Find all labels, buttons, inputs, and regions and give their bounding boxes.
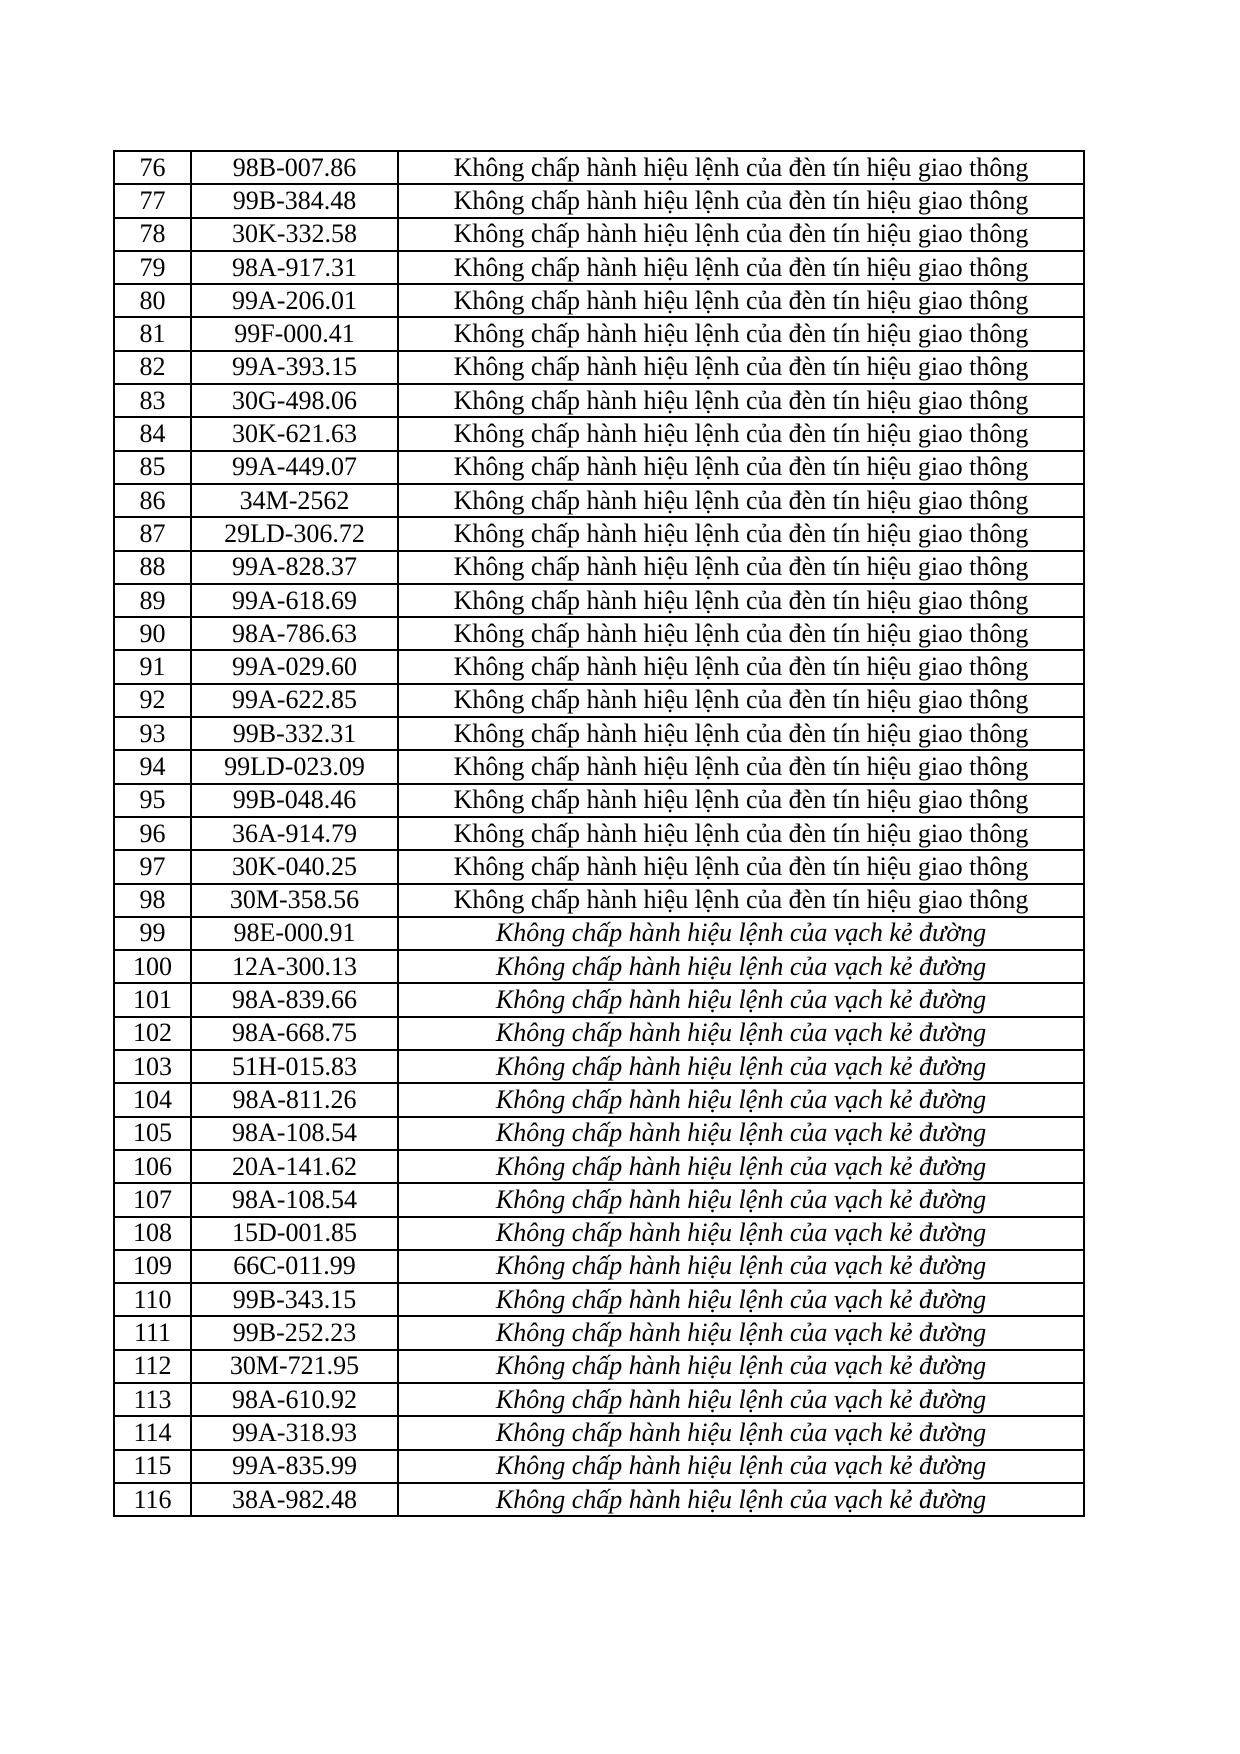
row-number: 78 bbox=[114, 218, 191, 251]
table-row bbox=[114, 1383, 1084, 1416]
row-number: 101 bbox=[114, 983, 191, 1016]
row-number: 82 bbox=[114, 351, 191, 384]
license-plate: 12A-300.13 bbox=[191, 950, 398, 983]
violation-description: Không chấp hành hiệu lệnh của đèn tín hiệu giao thông bbox=[398, 218, 1084, 251]
license-plate: 99B-252.23 bbox=[191, 1316, 398, 1349]
violation-description: Không chấp hành hiệu lệnh của vạch kẻ đường bbox=[398, 1117, 1084, 1150]
row-number: 95 bbox=[114, 784, 191, 817]
violation-description: Không chấp hành hiệu lệnh của vạch kẻ đường bbox=[398, 917, 1084, 950]
violation-description: Không chấp hành hiệu lệnh của đèn tín hiệu giao thông bbox=[398, 717, 1084, 750]
license-plate: 30K-332.58 bbox=[191, 218, 398, 251]
license-plate: 29LD-306.72 bbox=[191, 517, 398, 550]
row-number: 108 bbox=[114, 1217, 191, 1250]
license-plate: 99A-393.15 bbox=[191, 351, 398, 384]
table-row bbox=[114, 451, 1084, 484]
violation-description: Không chấp hành hiệu lệnh của vạch kẻ đường bbox=[398, 983, 1084, 1016]
violation-description: Không chấp hành hiệu lệnh của vạch kẻ đường bbox=[398, 1383, 1084, 1416]
table-row bbox=[114, 351, 1084, 384]
table-row bbox=[114, 1217, 1084, 1250]
row-number: 90 bbox=[114, 617, 191, 650]
row-number: 80 bbox=[114, 284, 191, 317]
violations-table bbox=[113, 150, 1085, 1517]
license-plate: 98A-610.92 bbox=[191, 1383, 398, 1416]
license-plate: 98A-786.63 bbox=[191, 617, 398, 650]
license-plate: 99B-332.31 bbox=[191, 717, 398, 750]
table-row bbox=[114, 1183, 1084, 1216]
table-row bbox=[114, 1350, 1084, 1383]
row-number: 93 bbox=[114, 717, 191, 750]
table-row bbox=[114, 551, 1084, 584]
table-row bbox=[114, 617, 1084, 650]
violation-description: Không chấp hành hiệu lệnh của đèn tín hiệu giao thông bbox=[398, 184, 1084, 217]
violation-description: Không chấp hành hiệu lệnh của vạch kẻ đường bbox=[398, 1450, 1084, 1483]
violation-description: Không chấp hành hiệu lệnh của vạch kẻ đường bbox=[398, 1283, 1084, 1316]
violation-description: Không chấp hành hiệu lệnh của đèn tín hiệu giao thông bbox=[398, 551, 1084, 584]
table-row bbox=[114, 1117, 1084, 1150]
row-number: 113 bbox=[114, 1383, 191, 1416]
license-plate: 98E-000.91 bbox=[191, 917, 398, 950]
license-plate: 99A-318.93 bbox=[191, 1416, 398, 1449]
violations-table-body bbox=[114, 151, 1084, 1516]
license-plate: 99A-029.60 bbox=[191, 650, 398, 683]
table-row bbox=[114, 1250, 1084, 1283]
license-plate: 99A-449.07 bbox=[191, 451, 398, 484]
row-number: 110 bbox=[114, 1283, 191, 1316]
violation-description: Không chấp hành hiệu lệnh của đèn tín hiệu giao thông bbox=[398, 617, 1084, 650]
license-plate: 99A-618.69 bbox=[191, 584, 398, 617]
table-row bbox=[114, 950, 1084, 983]
table-row bbox=[114, 484, 1084, 517]
table-row bbox=[114, 151, 1084, 184]
violation-description: Không chấp hành hiệu lệnh của đèn tín hiệu giao thông bbox=[398, 484, 1084, 517]
violation-description: Không chấp hành hiệu lệnh của đèn tín hiệu giao thông bbox=[398, 784, 1084, 817]
violation-description: Không chấp hành hiệu lệnh của đèn tín hiệu giao thông bbox=[398, 684, 1084, 717]
table-row bbox=[114, 817, 1084, 850]
row-number: 106 bbox=[114, 1150, 191, 1183]
row-number: 104 bbox=[114, 1083, 191, 1116]
table-row bbox=[114, 850, 1084, 883]
license-plate: 98B-007.86 bbox=[191, 151, 398, 184]
row-number: 105 bbox=[114, 1117, 191, 1150]
row-number: 83 bbox=[114, 384, 191, 417]
license-plate: 30K-621.63 bbox=[191, 417, 398, 450]
row-number: 103 bbox=[114, 1050, 191, 1083]
table-row bbox=[114, 251, 1084, 284]
violation-description: Không chấp hành hiệu lệnh của đèn tín hiệu giao thông bbox=[398, 317, 1084, 350]
license-plate: 99B-384.48 bbox=[191, 184, 398, 217]
violation-description: Không chấp hành hiệu lệnh của vạch kẻ đường bbox=[398, 1083, 1084, 1116]
license-plate: 20A-141.62 bbox=[191, 1150, 398, 1183]
violation-description: Không chấp hành hiệu lệnh của vạch kẻ đường bbox=[398, 1017, 1084, 1050]
violation-description: Không chấp hành hiệu lệnh của vạch kẻ đường bbox=[398, 1183, 1084, 1216]
row-number: 79 bbox=[114, 251, 191, 284]
license-plate: 36A-914.79 bbox=[191, 817, 398, 850]
violation-description: Không chấp hành hiệu lệnh của đèn tín hiệu giao thông bbox=[398, 417, 1084, 450]
violation-description: Không chấp hành hiệu lệnh của đèn tín hiệu giao thông bbox=[398, 750, 1084, 783]
table-row bbox=[114, 584, 1084, 617]
table-row bbox=[114, 983, 1084, 1016]
violation-description: Không chấp hành hiệu lệnh của đèn tín hiệu giao thông bbox=[398, 850, 1084, 883]
row-number: 115 bbox=[114, 1450, 191, 1483]
table-row bbox=[114, 884, 1084, 917]
violation-description: Không chấp hành hiệu lệnh của vạch kẻ đường bbox=[398, 1483, 1084, 1516]
license-plate: 98A-108.54 bbox=[191, 1183, 398, 1216]
row-number: 96 bbox=[114, 817, 191, 850]
table-row bbox=[114, 1283, 1084, 1316]
violation-description: Không chấp hành hiệu lệnh của đèn tín hiệu giao thông bbox=[398, 351, 1084, 384]
license-plate: 51H-015.83 bbox=[191, 1050, 398, 1083]
license-plate: 30G-498.06 bbox=[191, 384, 398, 417]
license-plate: 38A-982.48 bbox=[191, 1483, 398, 1516]
row-number: 89 bbox=[114, 584, 191, 617]
row-number: 91 bbox=[114, 650, 191, 683]
license-plate: 98A-917.31 bbox=[191, 251, 398, 284]
table-row bbox=[114, 784, 1084, 817]
violation-description: Không chấp hành hiệu lệnh của đèn tín hiệu giao thông bbox=[398, 151, 1084, 184]
row-number: 87 bbox=[114, 517, 191, 550]
violation-description: Không chấp hành hiệu lệnh của vạch kẻ đường bbox=[398, 950, 1084, 983]
table-row bbox=[114, 1416, 1084, 1449]
table-row bbox=[114, 317, 1084, 350]
license-plate: 30K-040.25 bbox=[191, 850, 398, 883]
license-plate: 99B-343.15 bbox=[191, 1283, 398, 1316]
table-row bbox=[114, 1450, 1084, 1483]
row-number: 86 bbox=[114, 484, 191, 517]
table-row bbox=[114, 1483, 1084, 1516]
row-number: 92 bbox=[114, 684, 191, 717]
violation-description: Không chấp hành hiệu lệnh của đèn tín hiệu giao thông bbox=[398, 451, 1084, 484]
row-number: 97 bbox=[114, 850, 191, 883]
table-row bbox=[114, 1050, 1084, 1083]
table-row bbox=[114, 517, 1084, 550]
violation-description: Không chấp hành hiệu lệnh của đèn tín hiệu giao thông bbox=[398, 384, 1084, 417]
row-number: 76 bbox=[114, 151, 191, 184]
table-row bbox=[114, 684, 1084, 717]
row-number: 99 bbox=[114, 917, 191, 950]
table-row bbox=[114, 417, 1084, 450]
table-row bbox=[114, 650, 1084, 683]
table-row bbox=[114, 218, 1084, 251]
row-number: 114 bbox=[114, 1416, 191, 1449]
table-row bbox=[114, 717, 1084, 750]
row-number: 107 bbox=[114, 1183, 191, 1216]
license-plate: 34M-2562 bbox=[191, 484, 398, 517]
violation-description: Không chấp hành hiệu lệnh của đèn tín hiệu giao thông bbox=[398, 251, 1084, 284]
violation-description: Không chấp hành hiệu lệnh của đèn tín hiệu giao thông bbox=[398, 584, 1084, 617]
license-plate: 98A-839.66 bbox=[191, 983, 398, 1016]
table-row bbox=[114, 1150, 1084, 1183]
row-number: 116 bbox=[114, 1483, 191, 1516]
row-number: 112 bbox=[114, 1350, 191, 1383]
row-number: 94 bbox=[114, 750, 191, 783]
license-plate: 99A-622.85 bbox=[191, 684, 398, 717]
violation-description: Không chấp hành hiệu lệnh của vạch kẻ đường bbox=[398, 1416, 1084, 1449]
license-plate: 99B-048.46 bbox=[191, 784, 398, 817]
row-number: 84 bbox=[114, 417, 191, 450]
row-number: 85 bbox=[114, 451, 191, 484]
table-row bbox=[114, 1316, 1084, 1349]
table-row bbox=[114, 1083, 1084, 1116]
violation-description: Không chấp hành hiệu lệnh của đèn tín hiệu giao thông bbox=[398, 884, 1084, 917]
license-plate: 15D-001.85 bbox=[191, 1217, 398, 1250]
row-number: 109 bbox=[114, 1250, 191, 1283]
license-plate: 98A-108.54 bbox=[191, 1117, 398, 1150]
license-plate: 98A-668.75 bbox=[191, 1017, 398, 1050]
license-plate: 66C-011.99 bbox=[191, 1250, 398, 1283]
violation-description: Không chấp hành hiệu lệnh của đèn tín hiệu giao thông bbox=[398, 817, 1084, 850]
table-row bbox=[114, 1017, 1084, 1050]
row-number: 102 bbox=[114, 1017, 191, 1050]
table-row bbox=[114, 750, 1084, 783]
row-number: 98 bbox=[114, 884, 191, 917]
table-row bbox=[114, 284, 1084, 317]
row-number: 111 bbox=[114, 1316, 191, 1349]
row-number: 81 bbox=[114, 317, 191, 350]
license-plate: 30M-358.56 bbox=[191, 884, 398, 917]
violation-description: Không chấp hành hiệu lệnh của đèn tín hiệu giao thông bbox=[398, 517, 1084, 550]
violation-description: Không chấp hành hiệu lệnh của vạch kẻ đường bbox=[398, 1050, 1084, 1083]
license-plate: 99A-835.99 bbox=[191, 1450, 398, 1483]
license-plate: 30M-721.95 bbox=[191, 1350, 398, 1383]
table-row bbox=[114, 917, 1084, 950]
violation-description: Không chấp hành hiệu lệnh của đèn tín hiệu giao thông bbox=[398, 284, 1084, 317]
violation-description: Không chấp hành hiệu lệnh của vạch kẻ đường bbox=[398, 1350, 1084, 1383]
license-plate: 98A-811.26 bbox=[191, 1083, 398, 1116]
table-row bbox=[114, 184, 1084, 217]
table-row bbox=[114, 384, 1084, 417]
license-plate: 99LD-023.09 bbox=[191, 750, 398, 783]
license-plate: 99F-000.41 bbox=[191, 317, 398, 350]
violation-description: Không chấp hành hiệu lệnh của vạch kẻ đường bbox=[398, 1316, 1084, 1349]
row-number: 77 bbox=[114, 184, 191, 217]
row-number: 100 bbox=[114, 950, 191, 983]
violation-description: Không chấp hành hiệu lệnh của vạch kẻ đường bbox=[398, 1150, 1084, 1183]
row-number: 88 bbox=[114, 551, 191, 584]
violation-description: Không chấp hành hiệu lệnh của vạch kẻ đường bbox=[398, 1250, 1084, 1283]
license-plate: 99A-206.01 bbox=[191, 284, 398, 317]
violation-description: Không chấp hành hiệu lệnh của vạch kẻ đường bbox=[398, 1217, 1084, 1250]
license-plate: 99A-828.37 bbox=[191, 551, 398, 584]
violation-description: Không chấp hành hiệu lệnh của đèn tín hiệu giao thông bbox=[398, 650, 1084, 683]
